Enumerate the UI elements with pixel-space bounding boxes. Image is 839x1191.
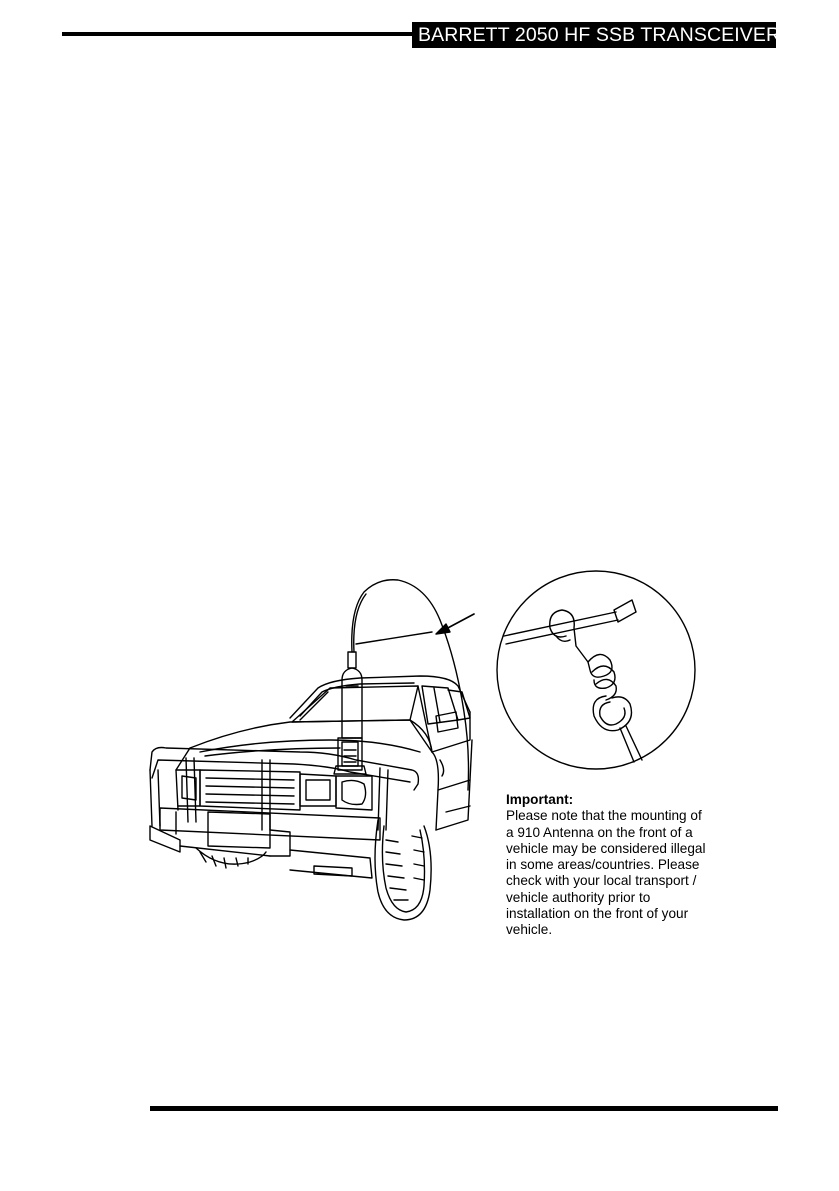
detail-magnifier bbox=[497, 571, 695, 769]
note-body: Please note that the mounting of a 910 Antenna on the front of a vehicle may be considered illegal in some areas/countries. Please check with your local transport / vehicle authority prior to installation on the front of your vehicle. bbox=[506, 808, 706, 938]
note-heading: Important: bbox=[506, 792, 574, 807]
footer-rule bbox=[150, 1106, 778, 1111]
important-note bbox=[506, 792, 736, 939]
vehicle-drawing bbox=[150, 580, 472, 920]
document-title: BARRETT 2050 HF SSB TRANSCEIVER bbox=[412, 22, 776, 48]
